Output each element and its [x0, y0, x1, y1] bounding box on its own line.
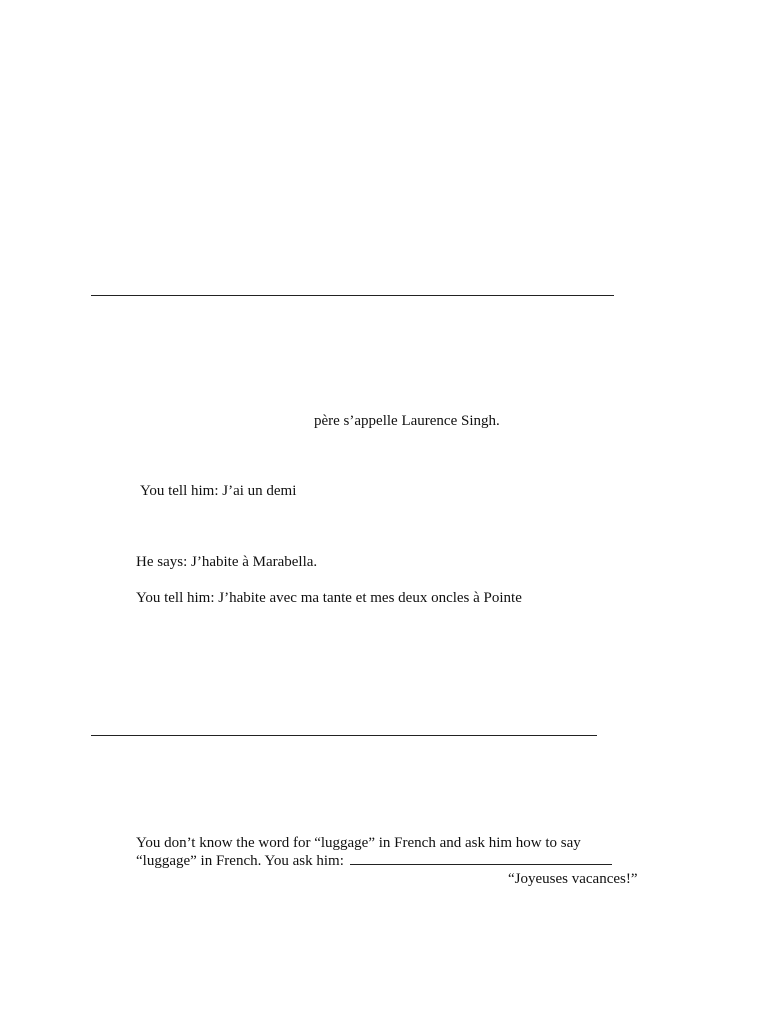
answer-blank	[350, 850, 612, 865]
text-luggage-line-1: You don’t know the word for “luggage” in French and ask him how to say	[136, 835, 581, 851]
text-habite-line: You tell him: J’habite avec ma tante et mes deux oncles à Pointe	[136, 590, 522, 606]
answer-line-1	[91, 295, 614, 296]
answer-line-2	[91, 735, 597, 736]
text-pere-line: père s’appelle Laurence Singh.	[314, 413, 500, 429]
text-joyeuses: “Joyeuses vacances!”	[508, 871, 638, 887]
text-luggage-prompt: “luggage” in French. You ask him:	[136, 853, 344, 869]
text-says-line: He says: J’habite à Marabella.	[136, 554, 318, 570]
text-demi-line: You tell him: J’ai un demi	[140, 483, 297, 499]
